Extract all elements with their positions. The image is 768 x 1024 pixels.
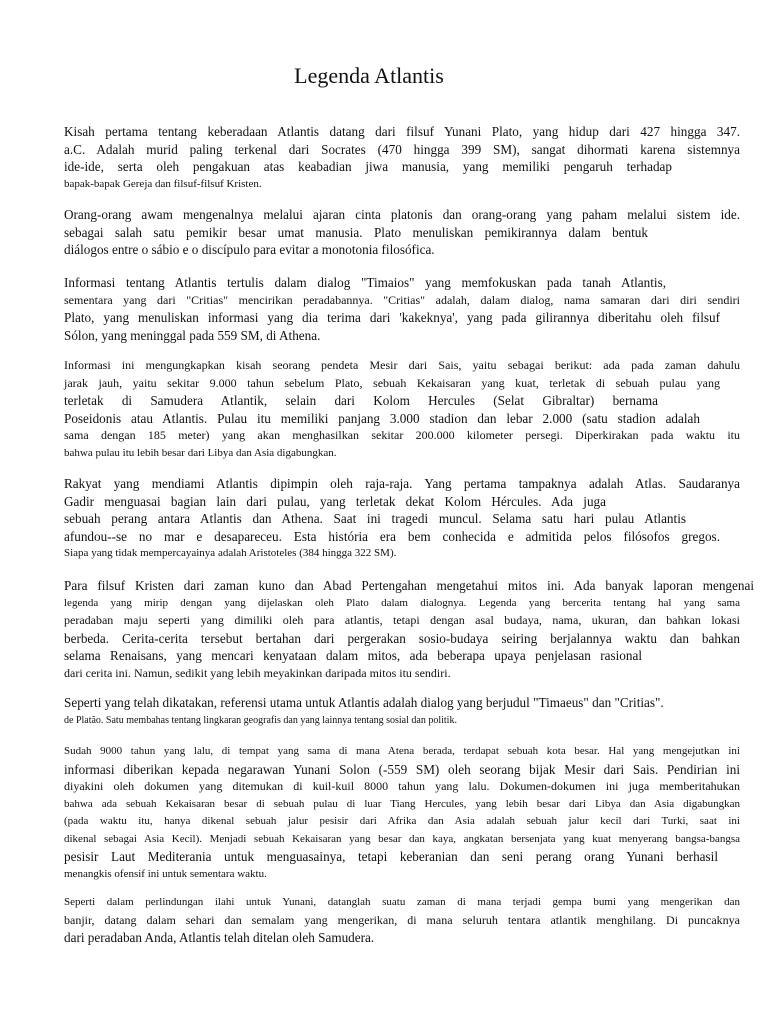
paragraph-1 bbox=[64, 123, 740, 193]
text-line: terletak di Samudera Atlantik, selain dari Kolom Hercules (Selat Gibraltar) bernama bbox=[64, 393, 658, 408]
page-title: Legenda Atlantis bbox=[294, 63, 444, 88]
text-line: selama Renaisans, yang mencari kenyataan dalam mitos, ada beberapa upaya penjelasan rasional bbox=[64, 648, 642, 663]
text-line: sementara yang dari "Critias" mencirikan peradabannya. "Critias" adalah, dalam dialog, nama samaran dari diri sendiri bbox=[64, 292, 740, 307]
text-line: pesisir Laut Mediterania untuk menguasainya, tetapi keberanian dan seni perang orang Yunani berhasil bbox=[64, 849, 718, 864]
text-line: (pada waktu itu, hanya dikenal sebuah jalur pesisir dari Afrika dan Asia adalah sebuah jalur kecil dari Turki, saat ini bbox=[64, 815, 740, 827]
text-line: bapak-bapak Gereja dan filsuf-filsuf Kristen. bbox=[64, 177, 262, 190]
paragraph-5 bbox=[64, 475, 740, 563]
text-line: peradaban maju seperti yang dimiliki oleh para atlantis, tetapi dengan asal budaya, nama, ukuran, dan bahkan lokasi bbox=[64, 613, 740, 627]
text-line: diálogos entre o sábio e o discípulo para evitar a monotonia filosófica. bbox=[64, 242, 435, 257]
text-line: Sólon, yang meninggal pada 559 SM, di Athena. bbox=[64, 327, 321, 343]
text-line: a.C. Adalah murid paling terkenal dari Socrates (470 hingga 399 SM), sangat dihormati karena sistemnya bbox=[64, 141, 740, 157]
text-line: Kisah pertama tentang keberadaan Atlantis datang dari filsuf Yunani Plato, yang hidup dari 427 hingga 347. bbox=[64, 124, 740, 139]
text-line: Plato, yang menuliskan informasi yang dia terima dari 'kakeknya', yang pada gilirannya diberitahu oleh filsuf bbox=[64, 310, 720, 325]
text-line: Siapa yang tidak mempercayainya adalah Aristoteles (384 hingga 322 SM). bbox=[64, 547, 397, 559]
text-line: dari peradaban Anda, Atlantis telah ditelan oleh Samudera. bbox=[64, 930, 375, 945]
text-line: dari cerita ini. Namun, sedikit yang lebih meyakinkan daripada mitos itu sendiri. bbox=[64, 665, 451, 680]
text-line: sebagai salah satu pemikir besar umat manusia. Plato menuliskan pemikirannya dalam bentuk bbox=[64, 224, 648, 240]
text-line: dikenal sebagai Asia Kecil). Menjadi sebuah Kekaisaran yang besar dan kaya, angkatan bersenjata yang kuat menyerang bangsa-bangsa bbox=[64, 832, 740, 845]
text-line: informasi diberikan kepada negarawan Yunani Solon (-559 SM) oleh seorang bijak Mesir dari Sais. Pendirian ini bbox=[64, 761, 740, 777]
text-line: Informasi tentang Atlantis tertulis dalam dialog "Timaios" yang memfokuskan pada tanah Atlantis, bbox=[64, 275, 666, 290]
text-line: banjir, datang dalam sehari dan semalam yang mengerikan, di mana seluruh tentara atlantik menghilang. Di puncaknya bbox=[64, 912, 740, 927]
text-line: sebuah perang antara Atlantis dan Athena. Saat ini tragedi muncul. Selama satu hari pulau Atlantis bbox=[64, 511, 686, 526]
text-line: de Platão. Satu membahas tentang lingkaran geografis dan yang lainnya tentang sosial dan politik. bbox=[64, 714, 457, 726]
text-line: jarak jauh, yaitu sekitar 9.000 tahun sebelum Plato, sebuah Kekaisaran yang kuat, terletak di sebuah pulau yang bbox=[64, 375, 720, 390]
paragraph-7 bbox=[64, 694, 740, 729]
text-line: Informasi ini mengungkapkan kisah seorang pendeta Mesir dari Sais, yaitu sebagai berikut: ada pada zaman dahulu bbox=[64, 358, 740, 372]
paragraph-8 bbox=[64, 743, 740, 883]
text-line: Rakyat yang mendiami Atlantis dipimpin oleh raja-raja. Yang pertama tampaknya adalah Atlas. Saudaranya bbox=[64, 476, 740, 491]
paragraph-9 bbox=[64, 894, 740, 947]
text-line: menangkis ofensif ini untuk sementara waktu. bbox=[64, 867, 267, 880]
paragraph-6 bbox=[64, 577, 754, 682]
text-line: afundou--se no mar e desapareceu. Esta história era bem conhecida e admitida pelos filósofos gregos. bbox=[64, 528, 720, 544]
text-line: Orang-orang awam mengenalnya melalui ajaran cinta platonis dan orang-orang yang paham melalui sistem ide. bbox=[64, 207, 740, 222]
text-line: sama dengan 185 meter) yang akan menghasilkan sekitar 200.000 kilometer persegi. Diperkirakan pada waktu itu bbox=[64, 428, 740, 442]
text-line: bahwa pulau itu lebih besar dari Libya dan Asia digabungkan. bbox=[64, 446, 337, 459]
text-line: Gadir menguasai bagian lain dari pulau, yang terletak dekat Kolom Hércules. Ada juga bbox=[64, 493, 606, 509]
text-line: diyakini oleh dokumen yang ditemukan di kuil-kuil 8000 tahun yang lalu. Dokumen-dokumen ini juga memberitahukan bbox=[64, 779, 740, 793]
text-line: Para filsuf Kristen dari zaman kuno dan Abad Pertengahan mengetahui mitos ini. Ada banyak laporan mengenai bbox=[64, 578, 754, 593]
text-line: Poseidonis atau Atlantis. Pulau itu memiliki panjang 3.000 stadion dan lebar 2.000 (satu stadion adalah bbox=[64, 410, 700, 426]
paragraph-3 bbox=[64, 274, 740, 344]
text-line: ide-ide, serta oleh pengakuan atas keabadian jiwa manusia, yang memiliki pengaruh terhadap bbox=[64, 159, 672, 174]
text-line: Seperti yang telah dikatakan, referensi utama untuk Atlantis adalah dialog yang berjudul "Timaeus" dan "Critias". bbox=[64, 695, 664, 710]
text-line: Seperti dalam perlindungan ilahi untuk Yunani, datanglah suatu zaman di mana terjadi gempa bumi yang mengerikan dan bbox=[64, 896, 740, 908]
text-line: bahwa ada sebuah Kekaisaran besar di sebuah pulau di luar Tiang Hercules, yang lebih besar dari Libya dan Asia digabungkan bbox=[64, 797, 740, 810]
text-line: legenda yang mirip dengan yang dijelaskan oleh Plato dalam dialognya. Legenda yang bercerita tentang hal yang sama bbox=[64, 596, 740, 609]
paragraph-2 bbox=[64, 206, 740, 259]
text-line: Sudah 9000 tahun yang lalu, di tempat yang sama di mana Atena berada, terdapat sebuah kota besar. Hal yang mengejutkan ini bbox=[64, 745, 740, 757]
paragraph-4 bbox=[64, 357, 740, 462]
text-line: berbeda. Cerita-cerita tersebut bertahan dari pergerakan sosio-budaya seiring berjalannya waktu dan bahkan bbox=[64, 630, 740, 646]
